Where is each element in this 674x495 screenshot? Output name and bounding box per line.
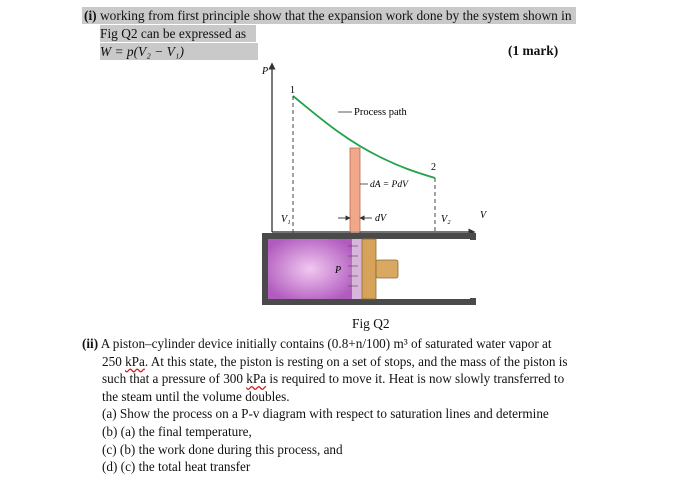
axis-v-label: V xyxy=(480,210,487,221)
question-i-text2: Fig Q2 can be expressed as xyxy=(100,25,256,42)
point-1-label: 1 xyxy=(290,85,295,96)
question-ii-line3: such that a pressure of 300 kPa is required to move it. Heat is now slowly transferred to xyxy=(102,371,565,387)
marks-label: (1 mark) xyxy=(508,43,559,58)
piston-head xyxy=(362,239,376,299)
piston-p-label: P xyxy=(335,265,342,276)
dv-label: dV xyxy=(375,213,387,224)
question-ii-line4: the steam until the volume doubles. xyxy=(102,388,290,404)
question-ii-label: (ii) xyxy=(82,336,99,351)
question-i-formula: W = p(V₂ − V₁) xyxy=(100,43,258,60)
figure-caption: Fig Q2 xyxy=(352,316,390,331)
subquestion-c: (c) (b) the work done during this process, and xyxy=(102,441,343,457)
cylinder-right-open xyxy=(455,240,479,298)
v1-label: V₁ xyxy=(281,214,291,225)
question-ii xyxy=(82,335,642,476)
da-strip xyxy=(350,148,360,232)
axis-p-label: P xyxy=(262,66,269,77)
point-2-label: 2 xyxy=(431,162,436,173)
process-path-label: Process path xyxy=(354,107,407,118)
question-i-text1: working from first principle show that the expansion work done by the system shown in xyxy=(100,8,572,23)
question-ii-line1: (ii) A piston–cylinder device initially contains (0.8+n/100) m³ of saturated water vapor at xyxy=(82,336,552,351)
subquestion-a: (a) Show the process on a P-v diagram with respect to saturation lines and determine xyxy=(102,406,549,422)
da-label: dA = PdV xyxy=(370,180,408,190)
subquestion-d: (d) (c) the total heat transfer xyxy=(102,459,251,475)
question-i-label: (i) xyxy=(84,8,97,23)
gas-expansion-region xyxy=(352,239,362,299)
piston-rod xyxy=(376,260,398,278)
subquestion-b: (b) (a) the final temperature, xyxy=(102,423,252,439)
v2-label: V₂ xyxy=(441,214,451,225)
question-ii-line2: 250 kPa. At this state, the piston is resting on a set of stops, and the mass of the piston is xyxy=(102,353,568,369)
